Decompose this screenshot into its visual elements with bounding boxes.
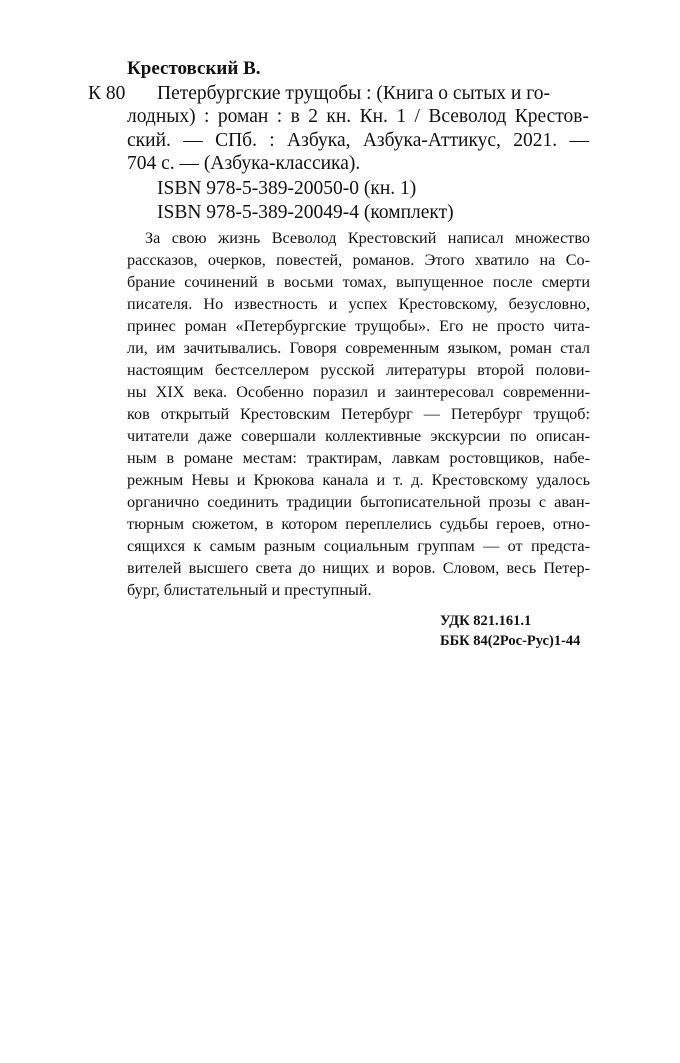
annotation-line: брание сочинений в восьми томах, выпущенное после смерти — [127, 273, 590, 291]
annotation-line: принес роман «Петербургские трущобы». Его не просто чита- — [127, 317, 590, 335]
annotation-line: писателя. Но известность и успех Крестовскому, безусловно, — [127, 295, 590, 313]
annotation-line: режным Невы и Крюкова канала и т. д. Крестовскому удалось — [127, 471, 590, 489]
annotation-line: ли, им зачитывались. Говоря современным языком, роман стал — [127, 339, 590, 357]
annotation-line: ным в романе местам: трактирам, лавкам ростовщиков, набе- — [127, 449, 590, 467]
annotation-line: сящихся к самым разным социальным группам — от предста- — [127, 537, 590, 555]
annotation-line: ны XIX века. Особенно поразил и заинтересовал современни- — [127, 383, 590, 401]
annotation-line: рассказов, очерков, повестей, романов. Этого хватило на Со- — [127, 251, 590, 269]
udk-code: УДК 821.161.1 — [440, 613, 532, 629]
isbn-volume: ISBN 978-5-389-20050-0 (кн. 1) — [157, 178, 417, 199]
annotation-line: За свою жизнь Всеволод Крестовский написал множество — [145, 229, 590, 247]
isbn-set: ISBN 978-5-389-20049-4 (комплект) — [157, 202, 454, 223]
annotation-line: ков открытый Крестовским Петербург — Петербург трущоб: — [127, 405, 590, 423]
description-line: 704 с. — (Азбука-классика). — [127, 153, 361, 174]
annotation-line: тюрным сюжетом, в котором переплелись судьбы героев, отно- — [127, 515, 590, 533]
shelfmark: К 80 — [88, 83, 126, 104]
bbk-code: ББК 84(2Рос-Рус)1-44 — [440, 633, 581, 649]
annotation-line: органично соединить традиции бытописательной прозы с аван- — [127, 493, 590, 511]
description-line: лодных) : роман : в 2 кн. Кн. 1 / Всеволод Крестов- — [127, 106, 589, 127]
author-heading: Крестовский В. — [127, 58, 261, 79]
annotation-line: читатели даже совершали коллективные экскурсии по описан- — [127, 427, 590, 445]
annotation-line: настоящим бестселлером русской литературы второй полови- — [127, 361, 590, 379]
description-line: Петербургские трущобы : (Книга о сытых и го- — [157, 83, 550, 104]
annotation-line: вителей высшего света до нищих и воров. Словом, весь Петер- — [127, 559, 590, 577]
annotation-line: бург, блистательный и преступный. — [127, 581, 372, 599]
description-line: ский. — СПб. : Азбука, Азбука-Аттикус, 2021. — — [127, 130, 589, 151]
